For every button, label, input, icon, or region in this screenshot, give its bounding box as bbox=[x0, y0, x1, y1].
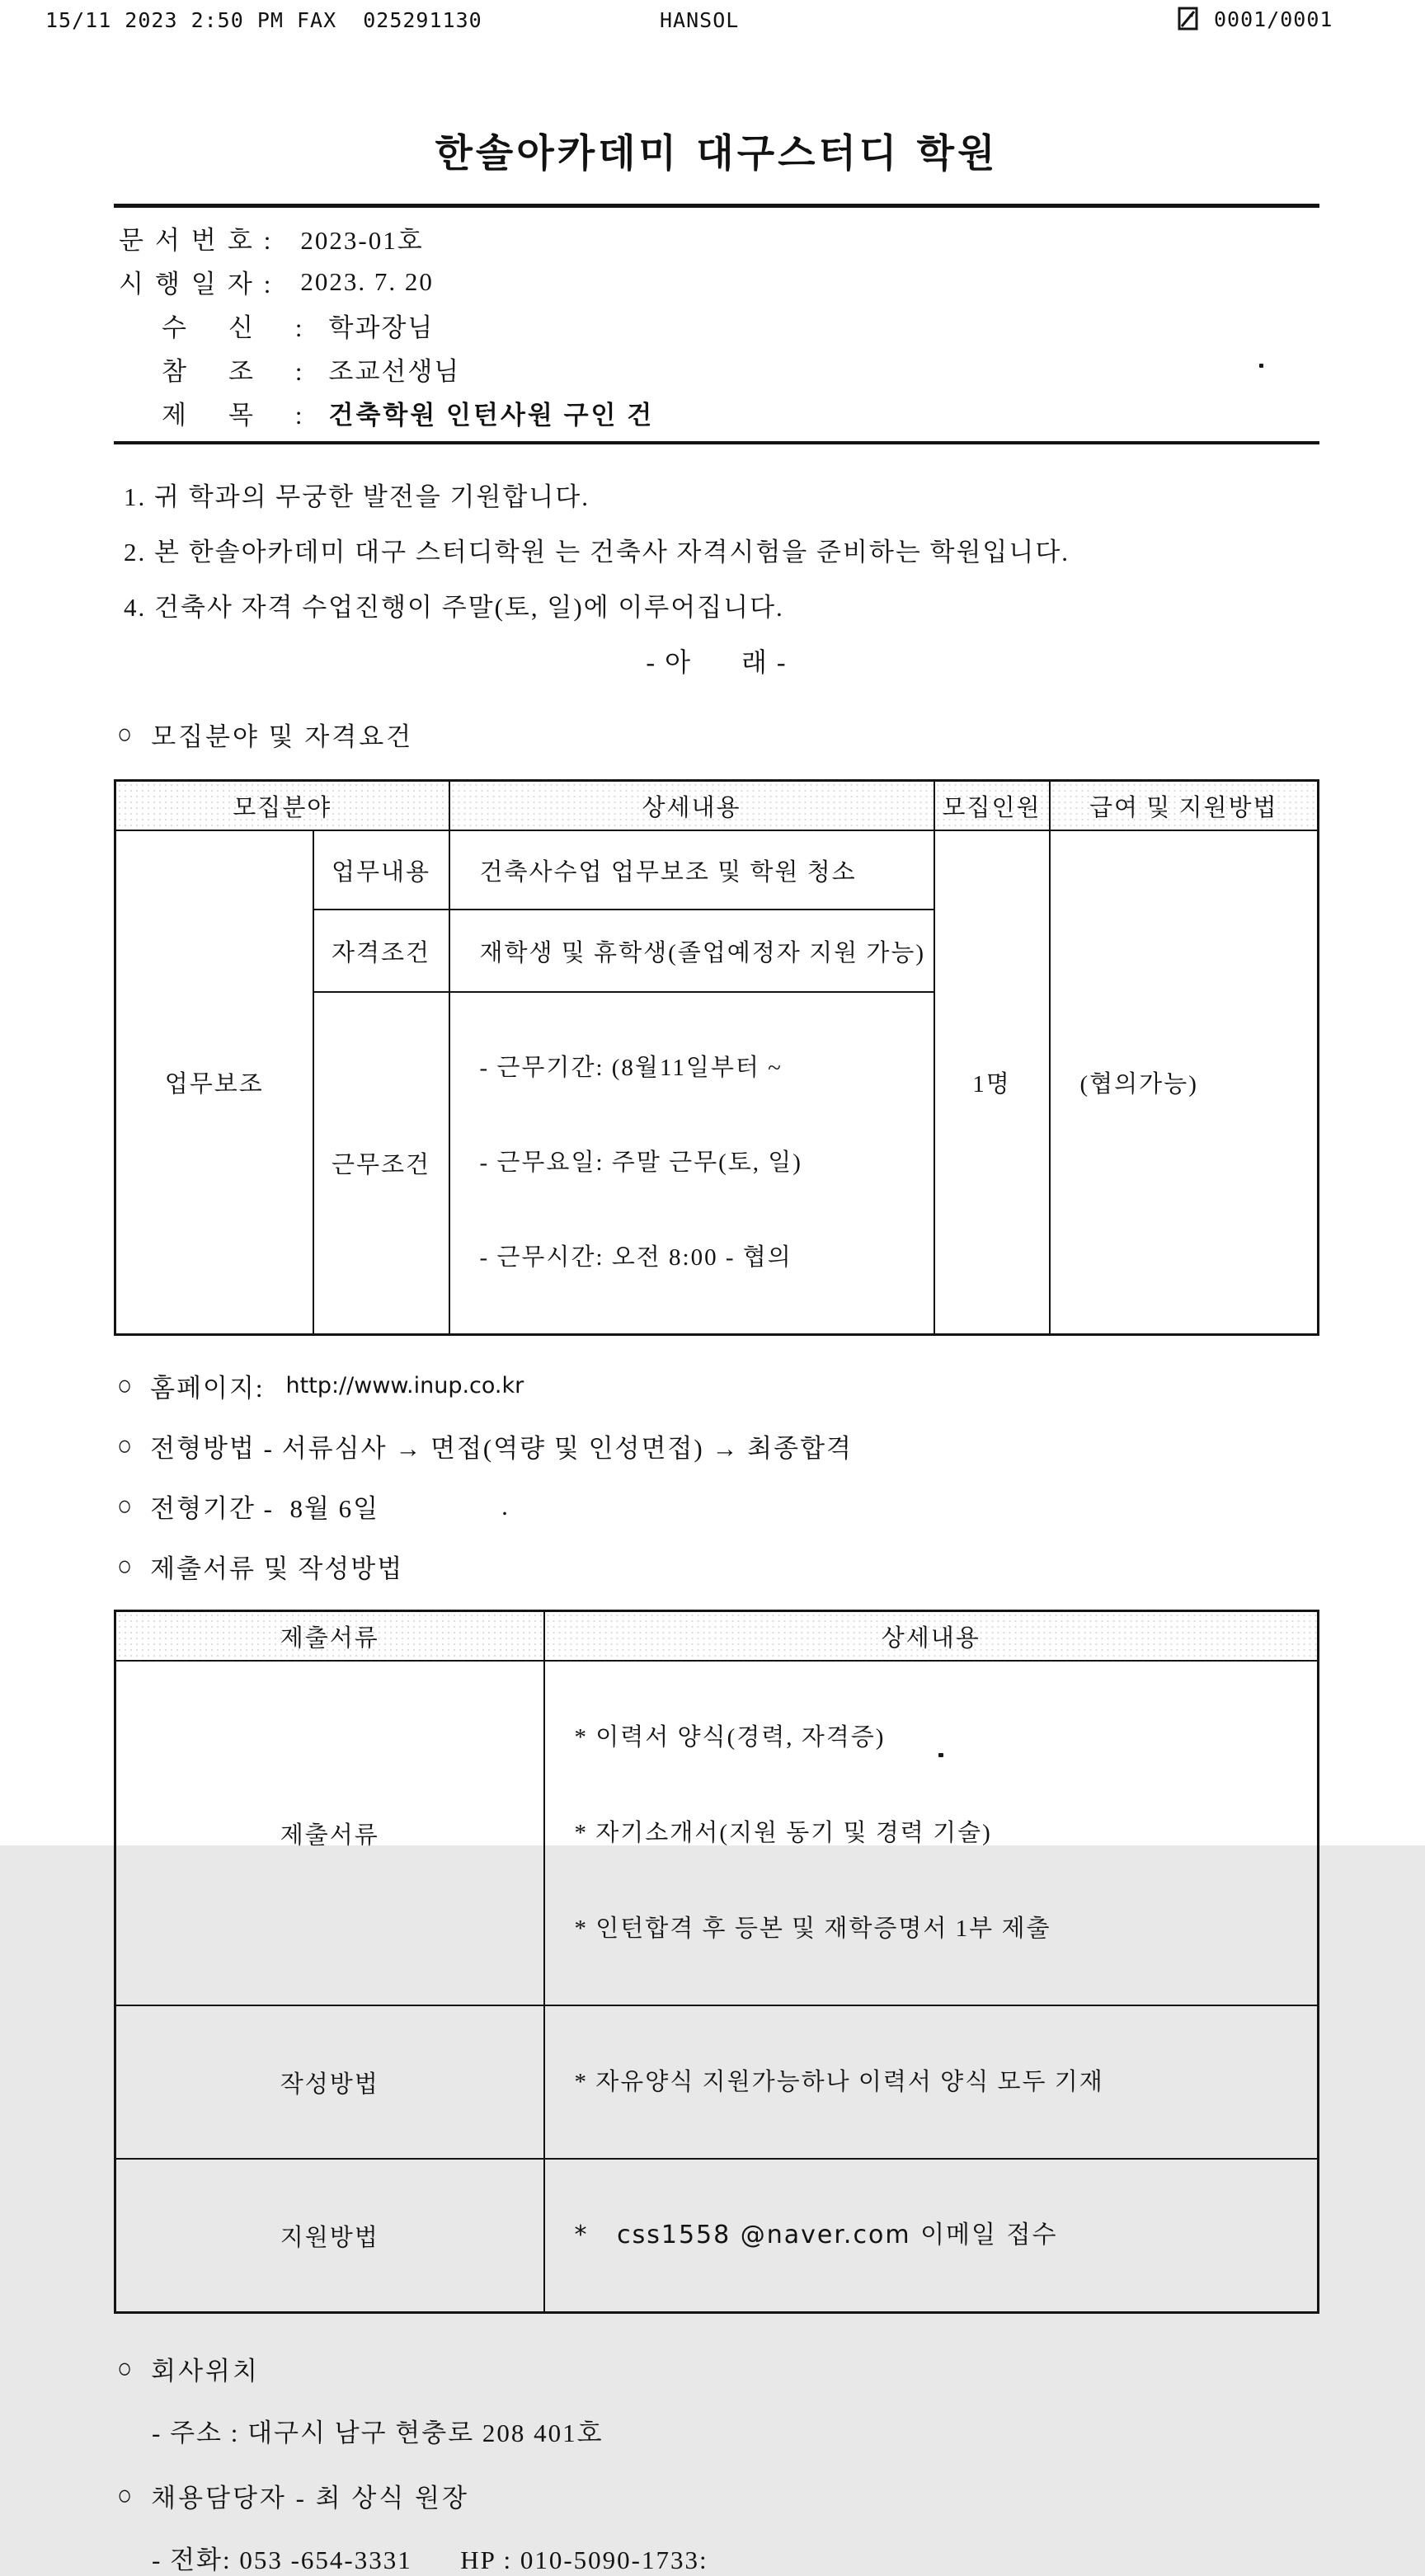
submit-table-row-apply-method bbox=[115, 2159, 1319, 2313]
submit-table-row-format bbox=[115, 2005, 1319, 2159]
circle-bullet-icon: ○ bbox=[117, 718, 135, 750]
col-header-detail: 상세내용 bbox=[544, 1611, 1319, 1662]
meta-row-issue-date bbox=[119, 260, 1319, 303]
meta-value: 2023-01호 bbox=[300, 226, 424, 256]
document-title: 한솔아카데미 대구스터디 학원 bbox=[435, 131, 999, 177]
body-paragraphs bbox=[114, 476, 1319, 623]
body-line: 1. 귀 학과의 무궁한 발전을 기원합니다. bbox=[124, 482, 590, 512]
document-meta-block bbox=[114, 216, 1319, 435]
recruit-section-heading-text: 모집분야 및 자격요건 bbox=[151, 722, 414, 752]
meta-label: 시행일자: bbox=[119, 270, 283, 299]
circle-bullet-icon: ○ bbox=[117, 2480, 135, 2512]
location-heading-text: 회사위치 bbox=[151, 2357, 260, 2386]
process-text: 전형방법 - 서류심사 → 면접(역량 및 인성면접) → 최종합격 bbox=[150, 1434, 853, 1464]
application-info-list bbox=[114, 1367, 1319, 1585]
submit-table-row-documents bbox=[115, 1661, 1319, 2005]
fax-page-count: 0001/0001 bbox=[1214, 7, 1333, 31]
col-header-detail: 상세내용 bbox=[449, 781, 934, 831]
scan-artifact-dot bbox=[1259, 364, 1263, 368]
process-line bbox=[117, 1427, 1319, 1464]
company-info-block bbox=[114, 2350, 1319, 2576]
circle-bullet-icon: ○ bbox=[117, 1490, 134, 1522]
work-detail-cell bbox=[449, 992, 934, 1335]
format-detail-line: * 자유양식 지원가능하나 이력서 양식 모두 기재 bbox=[574, 2069, 1104, 2096]
meta-label: 수 신 : bbox=[162, 313, 306, 343]
fax-page-indicator bbox=[1178, 7, 1333, 31]
circle-bullet-icon: ○ bbox=[117, 2353, 135, 2385]
below-divider-text: - 아 래 - bbox=[646, 647, 788, 678]
submit-table-header-row bbox=[115, 1611, 1319, 1662]
period-line bbox=[117, 1488, 1319, 1525]
circle-bullet-icon: ○ bbox=[117, 1430, 134, 1462]
address-line: - 주소 : 대구시 남구 현충로 208 401호 bbox=[152, 2419, 604, 2448]
col-header-headcount: 모집인원 bbox=[934, 781, 1050, 831]
circle-bullet-icon: ○ bbox=[117, 1370, 134, 1402]
format-label-cell: 작성방법 bbox=[115, 2005, 544, 2159]
apply-method-detail-line: * css1558 @naver.com 이메일 접수 bbox=[574, 2221, 1058, 2250]
documents-detail-line: * 인턴합격 후 등본 및 재학증명서 1부 제출 bbox=[574, 1916, 1051, 1943]
work-label-cell: 근무조건 bbox=[313, 992, 449, 1335]
fax-page-icon bbox=[1178, 7, 1199, 31]
meta-row-subject bbox=[119, 391, 1319, 435]
col-header-pay: 급여 및 지원방법 bbox=[1050, 781, 1319, 831]
recruit-section-heading bbox=[114, 716, 1319, 753]
pay-cell: (협의가능) bbox=[1050, 830, 1319, 1335]
period-text: 전형기간 - 8월 6일 bbox=[150, 1494, 380, 1524]
work-detail-line: - 근무요일: 주말 근무(토, 일) bbox=[479, 1149, 802, 1177]
submit-table bbox=[114, 1610, 1319, 2314]
qualification-detail-cell: 재학생 및 휴학생(졸업예정자 지원 가능) bbox=[449, 910, 934, 992]
recruit-table bbox=[114, 779, 1319, 1336]
title-underline-rule bbox=[114, 204, 1319, 208]
location-heading bbox=[117, 2350, 1319, 2387]
meta-value: 조교선생님 bbox=[328, 357, 461, 387]
duty-label-cell: 업무내용 bbox=[313, 830, 449, 910]
scan-artifact-dot bbox=[938, 1753, 943, 1757]
headcount-cell: 1명 bbox=[934, 830, 1050, 1335]
phone-line: - 전화: 053 -654-3331 HP : 010-5090-1733: bbox=[152, 2545, 708, 2575]
format-detail-cell bbox=[544, 2005, 1319, 2159]
meta-row-doc-number bbox=[119, 216, 1319, 260]
fax-sender-name: HANSOL bbox=[660, 8, 740, 32]
homepage-url: http://www.inup.co.kr bbox=[285, 1373, 524, 1399]
body-line: 2. 본 한솔아카데미 대구 스터디학원 는 건축사 자격시험을 준비하는 학원입니다. bbox=[124, 538, 1070, 567]
meta-label: 제 목 : bbox=[162, 401, 306, 430]
meta-value: 학과장님 bbox=[328, 313, 435, 343]
meta-label: 참 조 : bbox=[162, 357, 306, 387]
documents-label-cell: 제출서류 bbox=[115, 1661, 544, 2005]
body-line: 4. 건축사 자격 수업진행이 주말(토, 일)에 이루어집니다. bbox=[124, 593, 784, 623]
apply-method-detail-cell bbox=[544, 2159, 1319, 2313]
fax-datetime-number: 15/11 2023 2:50 PM FAX 025291130 bbox=[45, 8, 482, 32]
recruit-table-row-duty bbox=[115, 830, 1319, 910]
meta-value: 2023. 7. 20 bbox=[300, 266, 434, 296]
work-detail-line: - 근무기간: (8월11일부터 ~ bbox=[479, 1055, 783, 1082]
stray-period: . bbox=[501, 1491, 510, 1521]
homepage-line bbox=[117, 1367, 1319, 1404]
meta-row-cc bbox=[119, 347, 1319, 391]
apply-method-label-cell: 지원방법 bbox=[115, 2159, 544, 2313]
documents-detail-cell bbox=[544, 1661, 1319, 2005]
subject-underline-rule bbox=[114, 441, 1319, 444]
recruiter-heading-text: 채용담당자 - 최 상식 원장 bbox=[151, 2484, 469, 2513]
document-content bbox=[114, 106, 1319, 2576]
circle-bullet-icon: ○ bbox=[117, 1550, 134, 1582]
fax-transmission-header bbox=[0, 5, 1425, 38]
meta-row-recipient bbox=[119, 303, 1319, 347]
homepage-label: 홈페이지: bbox=[150, 1374, 265, 1403]
qualification-label-cell: 자격조건 bbox=[313, 910, 449, 992]
recruiter-heading bbox=[117, 2477, 1319, 2514]
meta-value: 건축학원 인턴사원 구인 건 bbox=[328, 401, 655, 430]
field-cell: 업무보조 bbox=[115, 830, 313, 1335]
documents-detail-line: * 이력서 양식(경력, 자격증) bbox=[574, 1724, 886, 1751]
recruit-table-header-row bbox=[115, 781, 1319, 831]
submit-section-heading bbox=[117, 1548, 1319, 1585]
meta-label: 문서번호: bbox=[119, 226, 283, 256]
work-detail-line: - 근무시간: 오전 8:00 - 협의 bbox=[479, 1244, 792, 1272]
col-header-documents: 제출서류 bbox=[115, 1611, 544, 1662]
submit-section-heading-text: 제출서류 및 작성방법 bbox=[150, 1554, 404, 1584]
col-header-field: 모집분야 bbox=[115, 781, 449, 831]
duty-detail-cell: 건축사수업 업무보조 및 학원 청소 bbox=[449, 830, 934, 910]
documents-detail-line: * 자기소개서(지원 동기 및 경력 기술) bbox=[574, 1820, 992, 1847]
